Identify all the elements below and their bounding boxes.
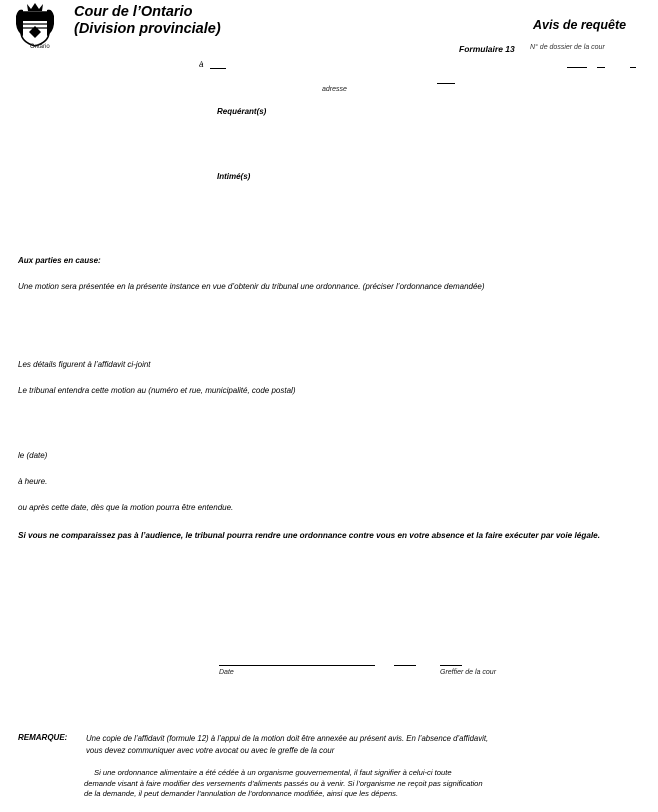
addressed-to-heading: Aux parties en cause: [18,256,101,265]
court-name-line2: (Division provinciale) [74,21,221,37]
court-name-line1: Cour de l’Ontario [74,4,193,20]
hearing-date-label: le (date) [18,451,48,460]
form-title: Avis de requête [533,18,627,32]
clerk-signature-line[interactable] [440,665,462,666]
court-name [74,4,221,38]
or-after-text: ou après cette date, dès que la motion pourra être entendue. [18,503,234,512]
motion-text: Une motion sera présentée en la présente instance en vue d’obtenir du tribunal une ordonnance. (préciser l’ordonnance demandée) [18,282,485,291]
at-field[interactable] [210,68,226,69]
date-label: Date [219,669,234,676]
hearing-time-label: à heure. [18,477,48,486]
file-number-field-2[interactable] [597,67,605,68]
clerk-label: Greffier de la cour [440,669,497,676]
file-number-field[interactable] [567,67,587,68]
signature-line-mid[interactable] [394,665,416,666]
court-file-number-label: N° de dossier de la cour [530,44,605,51]
remark-text-1: Une copie de l’affidavit (formule 12) à l’appui de la motion doit être annexée au présent avis. En l’absence d’affidavit, vous devez communiquer avec votre avocat ou avec le greffe de la cour [86,734,489,755]
warning-text: Si vous ne comparaissez pas à l’audience, le tribunal pourra rendre une ordonnance contre vous en votre absence et la faire exécuter par voie légale. [18,531,600,540]
date-signature-line[interactable] [219,665,375,666]
affidavit-text: Les détails figurent à l’affidavit ci-joint [18,360,151,369]
remark-label: REMARQUE: [18,733,68,742]
address-label: adresse [322,86,347,93]
address-field[interactable] [437,83,455,84]
at-label: à [199,60,204,69]
logo-caption: Ontario [30,44,50,50]
hearing-place-text: Le tribunal entendra cette motion au (numéro et rue, municipalité, code postal) [18,386,296,395]
applicants-label: Requérant(s) [217,107,267,116]
form-number: Formulaire 13 [459,44,515,54]
respondents-label: Intimé(s) [217,172,251,181]
file-number-field-3[interactable] [630,67,636,68]
remark-text-2: Si une ordonnance alimentaire a été cédée à un organisme gouvernemental, il faut signifier à celui-ci toute demande visant à faire modifier des versements d’aliments passés ou à venir. Si l’organisme ne reçoit pas signification de la demande, il peut demander l’annulation de l’ordonnance modifiée, ainsi que les dépens. [84,768,483,798]
